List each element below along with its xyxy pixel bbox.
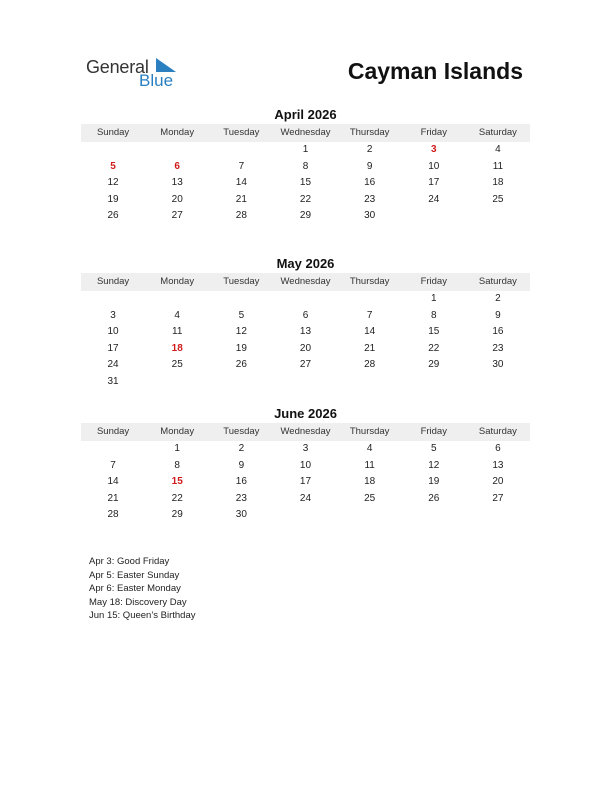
- day-cell: 17: [107, 342, 119, 354]
- day-cell: 19: [428, 476, 440, 488]
- empty-day-cell: [466, 507, 530, 524]
- weekday-label: Wednesday: [280, 276, 331, 287]
- day-cell: 7: [238, 160, 245, 172]
- day-cell: 2: [495, 293, 501, 304]
- weekday-label: Thursday: [349, 276, 390, 287]
- weekday-label: Saturday: [478, 127, 517, 138]
- day-cell: 1: [302, 144, 309, 155]
- day-cell: 5: [110, 160, 116, 172]
- weekday-label: Friday: [420, 127, 447, 138]
- calendar-grid: [81, 142, 530, 225]
- week-row: [81, 324, 530, 341]
- weekday-label: Wednesday: [280, 426, 331, 437]
- day-cell: 12: [428, 459, 440, 471]
- day-cell: 10: [107, 326, 119, 338]
- weekday-label: Sunday: [96, 127, 130, 138]
- week-row: [81, 142, 530, 159]
- month-title: May 2026: [276, 256, 335, 271]
- day-cell: 14: [235, 177, 247, 189]
- day-cell: 3: [302, 443, 309, 454]
- holiday-note: Jun 15: Queen’s Birthday: [89, 610, 196, 621]
- brand-name-blue: Blue: [139, 71, 174, 90]
- day-cell: 28: [235, 210, 247, 222]
- week-row: [81, 491, 530, 508]
- day-cell: 29: [171, 509, 183, 521]
- day-cell: 10: [428, 160, 440, 172]
- day-cell: 6: [302, 309, 309, 321]
- empty-day-cell: [209, 142, 273, 159]
- day-cell: 24: [428, 193, 440, 205]
- holiday-note: Apr 6: Easter Monday: [89, 583, 181, 594]
- day-cell: 29: [428, 359, 440, 371]
- empty-day-cell: [466, 208, 530, 225]
- day-cell: 20: [299, 342, 312, 354]
- day-cell: 19: [107, 193, 119, 205]
- day-cell: 22: [428, 342, 440, 354]
- day-cell: 6: [495, 443, 501, 454]
- day-cell: 12: [235, 326, 247, 338]
- holiday-note: May 18: Discovery Day: [89, 596, 187, 608]
- calendar-grid: [81, 441, 530, 524]
- weekday-label: Thursday: [349, 426, 390, 437]
- empty-day-cell: [81, 142, 145, 159]
- day-cell: 8: [174, 459, 180, 471]
- holiday-note: Apr 5: Easter Sunday: [89, 569, 180, 581]
- day-cell: 27: [171, 210, 183, 222]
- day-cell: 3: [110, 309, 116, 321]
- day-cell: 24: [299, 492, 312, 504]
- day-cell: 9: [366, 160, 373, 172]
- day-cell: 27: [492, 492, 504, 504]
- week-row: [81, 308, 530, 325]
- empty-day-cell: [145, 291, 209, 308]
- day-cell: 21: [364, 342, 376, 354]
- empty-day-cell: [145, 142, 209, 159]
- day-cell: 29: [299, 210, 312, 222]
- weekday-header: [81, 273, 530, 291]
- day-cell: 15: [428, 326, 440, 338]
- day-cell: 12: [107, 177, 119, 189]
- day-cell: 16: [492, 326, 504, 338]
- empty-day-cell: [209, 291, 273, 308]
- day-cell: 14: [107, 476, 119, 488]
- weekday-label: Thursday: [349, 127, 390, 138]
- day-cell: 28: [364, 359, 376, 371]
- week-row: [81, 192, 530, 209]
- day-cell: 19: [235, 342, 247, 354]
- day-cell: 30: [235, 509, 247, 521]
- day-cell: 13: [171, 177, 183, 189]
- empty-day-cell: [145, 374, 209, 391]
- month-title: April 2026: [274, 107, 337, 122]
- weekday-label: Sunday: [96, 276, 130, 287]
- day-cell: 26: [107, 210, 119, 222]
- day-cell: 11: [172, 326, 183, 338]
- day-cell: 7: [366, 309, 373, 321]
- day-cell: 2: [366, 144, 373, 155]
- weekday-label: Friday: [420, 426, 447, 437]
- day-cell: 18: [492, 177, 504, 189]
- week-row: [81, 357, 530, 374]
- weekday-label: Tuesday: [223, 426, 260, 437]
- empty-day-cell: [338, 374, 402, 391]
- day-cell: 30: [492, 359, 504, 371]
- day-cell: 5: [430, 443, 437, 454]
- day-cell: 30: [364, 210, 376, 222]
- day-cell: 23: [364, 193, 376, 205]
- month-title: June 2026: [274, 406, 337, 421]
- weekday-label: Tuesday: [223, 276, 260, 287]
- day-cell: 23: [492, 342, 504, 354]
- empty-day-cell: [466, 374, 530, 391]
- empty-day-cell: [273, 374, 337, 391]
- day-cell: 7: [110, 459, 116, 471]
- day-cell: 24: [107, 359, 119, 371]
- day-cell: 18: [364, 476, 376, 488]
- empty-day-cell: [209, 374, 273, 391]
- empty-day-cell: [338, 291, 402, 308]
- day-cell: 5: [238, 309, 245, 321]
- day-cell: 16: [364, 177, 376, 189]
- day-cell: 17: [299, 476, 312, 488]
- day-cell: 10: [299, 459, 312, 471]
- holiday-note: Apr 3: Good Friday: [89, 556, 170, 567]
- weekday-label: Sunday: [96, 426, 130, 437]
- weekday-label: Friday: [420, 276, 447, 287]
- week-row: [81, 441, 530, 458]
- day-cell: 13: [299, 326, 312, 338]
- week-row: [81, 474, 530, 491]
- day-cell: 26: [235, 359, 247, 371]
- day-cell: 21: [235, 193, 247, 205]
- empty-day-cell: [81, 291, 145, 308]
- weekday-label: Saturday: [478, 426, 517, 437]
- weekday-label: Monday: [160, 426, 195, 437]
- month-april: [81, 106, 530, 225]
- brand-name-general: General: [86, 57, 149, 77]
- day-cell: 14: [364, 326, 376, 338]
- day-cell: 15: [171, 476, 183, 488]
- day-cell: 4: [495, 144, 501, 155]
- day-cell: 8: [430, 309, 437, 321]
- week-row: [81, 374, 530, 391]
- weekday-label: Monday: [160, 276, 195, 287]
- day-cell: 1: [430, 293, 437, 304]
- day-cell: 17: [428, 177, 440, 189]
- month-june: [81, 405, 530, 524]
- empty-day-cell: [81, 441, 145, 458]
- day-cell: 27: [299, 359, 312, 371]
- day-cell: 1: [174, 443, 180, 454]
- day-cell: 15: [299, 177, 312, 189]
- day-cell: 8: [302, 160, 309, 172]
- day-cell: 26: [428, 492, 440, 504]
- day-cell: 28: [107, 509, 119, 521]
- day-cell: 6: [174, 160, 180, 172]
- day-cell: 25: [492, 193, 504, 205]
- day-cell: 23: [235, 492, 247, 504]
- weekday-label: Monday: [160, 127, 195, 138]
- country-title: Cayman Islands: [347, 58, 523, 84]
- day-cell: 25: [364, 492, 376, 504]
- day-cell: 20: [171, 193, 183, 205]
- day-cell: 18: [171, 342, 183, 354]
- day-cell: 4: [366, 443, 373, 454]
- week-row: [81, 341, 530, 358]
- day-cell: 4: [174, 309, 180, 321]
- day-cell: 25: [171, 359, 183, 371]
- day-cell: 9: [495, 309, 501, 321]
- week-row: [81, 458, 530, 475]
- day-cell: 9: [238, 459, 245, 471]
- month-may: [81, 255, 530, 391]
- week-row: [81, 291, 530, 308]
- day-cell: 11: [364, 459, 375, 471]
- brand-logo: [86, 56, 186, 92]
- weekday-label: Tuesday: [223, 127, 260, 138]
- day-cell: 16: [235, 476, 247, 488]
- day-cell: 21: [107, 492, 119, 504]
- empty-day-cell: [338, 507, 402, 524]
- week-row: [81, 208, 530, 225]
- day-cell: 13: [492, 459, 504, 471]
- weekday-label: Wednesday: [280, 127, 331, 138]
- week-row: [81, 159, 530, 176]
- day-cell: 3: [430, 144, 437, 155]
- empty-day-cell: [273, 291, 337, 308]
- empty-day-cell: [273, 507, 337, 524]
- calendar-grid: [81, 291, 530, 391]
- day-cell: 22: [171, 492, 183, 504]
- day-cell: 22: [299, 193, 312, 205]
- flag-icon: [154, 58, 178, 72]
- week-row: [81, 175, 530, 192]
- weekday-header: [81, 124, 530, 142]
- day-cell: 20: [492, 476, 504, 488]
- day-cell: 11: [492, 160, 504, 172]
- day-cell: 2: [238, 443, 245, 454]
- empty-day-cell: [402, 507, 466, 524]
- week-row: [81, 507, 530, 524]
- empty-day-cell: [402, 208, 466, 225]
- holiday-list: [89, 555, 196, 623]
- day-cell: 31: [107, 375, 119, 387]
- empty-day-cell: [402, 374, 466, 391]
- weekday-header: [81, 423, 530, 441]
- weekday-label: Saturday: [478, 276, 517, 287]
